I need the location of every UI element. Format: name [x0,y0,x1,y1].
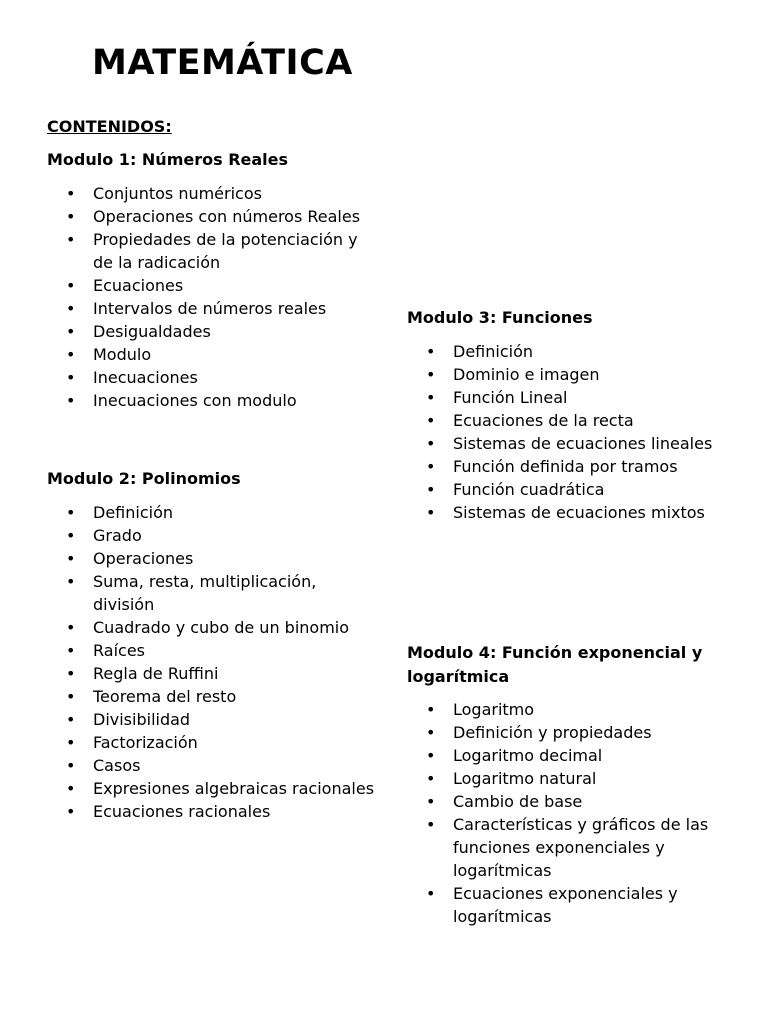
list-item-text: Definición [453,341,533,361]
bullet-icon: • [426,769,436,788]
list-item-text: Modulo [93,344,152,364]
list-item [47,501,377,524]
bullet-icon: • [426,387,436,407]
bullet-icon: • [426,479,436,499]
list-item-text: Propiedades de la potenciación y de la radicación [93,229,358,272]
bullet-icon: • [426,792,436,811]
bullet-icon: • [426,341,436,361]
list-item-text: Logaritmo decimal [453,746,603,765]
list-item [47,389,377,412]
list-item [407,501,727,524]
bullet-icon: • [66,390,76,410]
bullet-icon: • [66,502,76,522]
list-item [47,616,377,639]
list-item-text: Características y gráficos de las funciones exponenciales y logarítmicas [453,815,709,880]
list-item-text: Cambio de base [453,792,583,811]
list-item-text: Definición y propiedades [453,723,652,742]
list-item-text: Ecuaciones exponenciales y logarítmicas [453,884,678,926]
bullet-icon: • [66,183,76,203]
list-item [47,800,377,823]
bullet-icon: • [66,686,76,706]
bullet-icon: • [66,525,76,545]
list-item-text: Desigualdades [93,321,211,341]
list-item [407,409,727,432]
list-item-text: Intervalos de números reales [93,298,327,318]
bullet-icon: • [426,410,436,430]
bullet-icon: • [66,548,76,568]
module-4 [407,641,737,928]
module-2-list [47,501,377,823]
bullet-icon: • [426,884,436,903]
list-item [407,790,737,813]
list-item-text: Operaciones con números Reales [93,206,361,226]
bullet-icon: • [426,502,436,522]
list-item [47,731,377,754]
list-item-text: Sistemas de ecuaciones lineales [453,433,713,453]
module-3-title: Modulo 3: Funciones [407,308,593,327]
list-item-text: Cuadrado y cubo de un binomio [93,617,350,637]
list-item-text: Ecuaciones de la recta [453,410,634,430]
list-item [47,205,377,228]
bullet-icon: • [66,571,76,591]
module-4-title: Modulo 4: Función exponencial y logarítmica [407,643,703,686]
list-item [407,386,727,409]
list-item [47,662,377,685]
module-1-list [47,182,377,412]
bullet-icon: • [426,433,436,453]
list-item-text: Operaciones [93,548,194,568]
bullet-icon: • [426,815,436,834]
list-item [47,524,377,547]
bullet-icon: • [426,700,436,719]
module-2 [47,467,377,823]
bullet-icon: • [66,709,76,729]
bullet-icon: • [66,755,76,775]
bullet-icon: • [66,640,76,660]
list-item [407,882,737,928]
list-item-text: Función definida por tramos [453,456,678,476]
bullet-icon: • [426,746,436,765]
bullet-icon: • [66,229,76,249]
module-4-list [407,698,737,928]
list-item-text: Factorización [93,732,198,752]
list-item [407,432,727,455]
list-item-text: Logaritmo natural [453,769,597,788]
list-item [47,547,377,570]
list-item [47,297,377,320]
list-item [47,777,377,800]
bullet-icon: • [66,298,76,318]
list-item-text: Divisibilidad [93,709,191,729]
list-item [407,767,737,790]
list-item [47,182,377,205]
list-item [47,228,377,274]
list-item [407,478,727,501]
list-item [47,274,377,297]
list-item [47,708,377,731]
list-item [47,343,377,366]
list-item [407,744,737,767]
list-item-text: Conjuntos numéricos [93,183,262,203]
bullet-icon: • [66,206,76,226]
list-item-text: Ecuaciones [93,275,184,295]
bullet-icon: • [426,723,436,742]
list-item-text: Definición [93,502,173,522]
list-item-text: Dominio e imagen [453,364,600,384]
bullet-icon: • [66,321,76,341]
list-item [47,754,377,777]
list-item-text: Inecuaciones [93,367,198,387]
module-3-list [407,340,727,524]
module-1 [47,148,377,412]
list-item [47,570,377,616]
bullet-icon: • [426,364,436,384]
bullet-icon: • [66,778,76,798]
list-item-text: Ecuaciones racionales [93,801,271,821]
list-item [407,698,737,721]
list-item [407,813,737,882]
list-item [407,363,727,386]
list-item-text: Teorema del resto [93,686,237,706]
list-item [47,639,377,662]
list-item-text: Logaritmo [453,700,535,719]
list-item-text: Sistemas de ecuaciones mixtos [453,502,705,522]
list-item [407,340,727,363]
list-item-text: Grado [93,525,142,545]
list-item [407,455,727,478]
module-2-title: Modulo 2: Polinomios [47,469,241,488]
bullet-icon: • [66,367,76,387]
module-3 [407,306,727,524]
bullet-icon: • [66,275,76,295]
list-item-text: Función cuadrática [453,479,605,499]
page-title: MATEMÁTICA [92,43,353,83]
list-item-text: Suma, resta, multiplicación, división [93,571,317,614]
list-item-text: Casos [93,755,141,775]
list-item-text: Expresiones algebraicas racionales [93,778,375,798]
bullet-icon: • [66,617,76,637]
list-item [47,685,377,708]
list-item [47,366,377,389]
bullet-icon: • [66,801,76,821]
bullet-icon: • [66,732,76,752]
list-item-text: Regla de Ruffini [93,663,219,683]
bullet-icon: • [426,456,436,476]
list-item-text: Raíces [93,640,145,660]
list-item-text: Inecuaciones con modulo [93,390,297,410]
list-item [407,721,737,744]
bullet-icon: • [66,344,76,364]
module-1-title: Modulo 1: Números Reales [47,150,289,169]
bullet-icon: • [66,663,76,683]
contents-heading: CONTENIDOS: [47,117,172,136]
list-item [47,320,377,343]
list-item-text: Función Lineal [453,387,568,407]
